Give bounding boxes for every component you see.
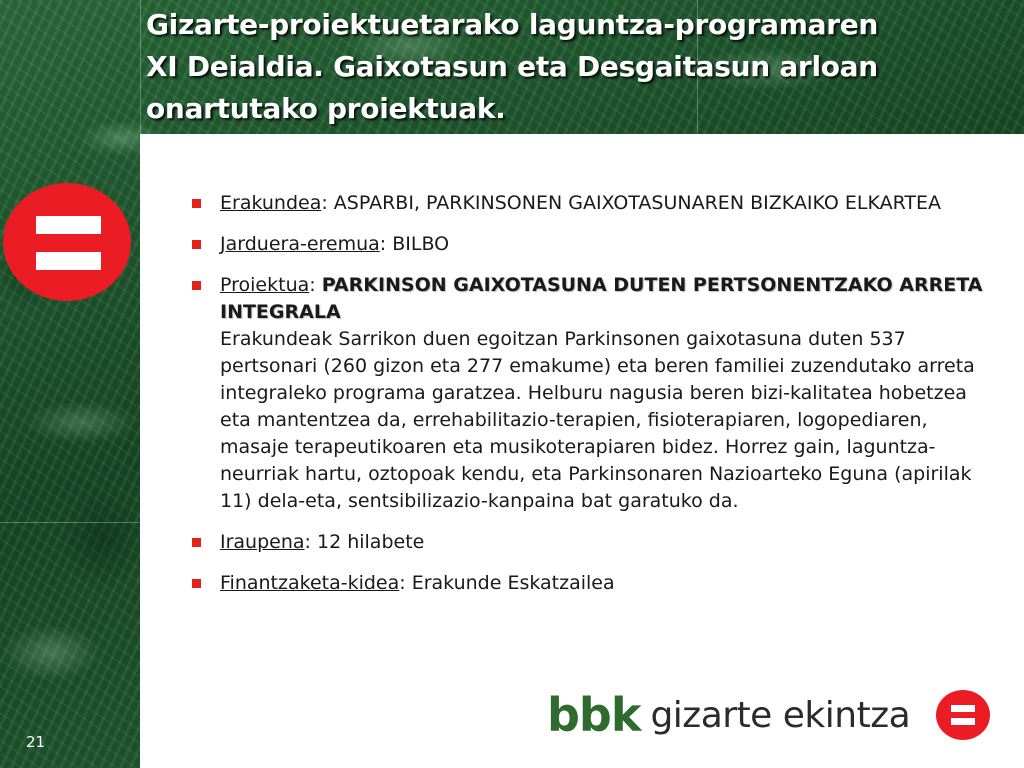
list-item-project	[192, 272, 992, 515]
project-name: PARKINSON GAIXOTASUNA DUTEN PERTSONENTZAKO ARRETA INTEGRALA	[220, 274, 983, 323]
red-square-bullet-icon	[192, 199, 201, 208]
equals-bar-bottom	[36, 252, 101, 270]
item-label: Jarduera-eremua	[220, 233, 380, 255]
list-item-duration	[192, 529, 992, 556]
page-number: 21	[26, 733, 46, 751]
project-details-list	[192, 190, 992, 611]
item-separator: :	[309, 274, 322, 296]
red-square-bullet-icon	[192, 240, 201, 249]
slide-title-line: Gizarte-proiektuetarako laguntza-programaren	[146, 8, 879, 41]
background-grid-line	[140, 0, 141, 134]
slide-title-line: XI Deialdia. Gaixotasun eta Desgaitasun arloan	[146, 50, 878, 83]
red-square-bullet-icon	[192, 579, 201, 588]
item-value: : ASPARBI, PARKINSONEN GAIXOTASUNAREN BIZKAIKO ELKARTEA	[321, 192, 942, 214]
footer-brand: bbk	[547, 688, 641, 742]
equals-bar-bottom	[951, 718, 975, 725]
red-circle-equals-icon	[3, 183, 131, 301]
item-value: : Erakunde Eskatzailea	[399, 572, 615, 594]
item-label: Finantzaketa-kidea	[220, 572, 400, 594]
footer-equals-icon	[936, 690, 990, 740]
project-description: Erakundeak Sarrikon duen egoitzan Parkinsonen gaixotasuna duten 537 pertsonari (260 gizon eta 277 emakume) eta beren familiei zuzendutako arreta integraleko programa garatzea. Helburu nagusia beren bizi-kalitatea hobetzea eta mantentzea da, errehabilitazio-terapien, fisioterapiaren, logopediaren, masaje terapeutikoaren eta musikoterapiaren bidez. Horrez gain, laguntza-neurriak hartu, oztopoak kendu, eta Parkinsonaren Nazioarteko Eguna (apirilak 11) dela-eta, sentsibilizazio-kanpaina bat garatuko da.	[220, 328, 975, 512]
equals-bar-top	[36, 216, 101, 234]
list-item-organization	[192, 190, 992, 217]
red-square-bullet-icon	[192, 281, 201, 290]
background-grid-line	[0, 522, 140, 523]
item-value: : 12 hilabete	[304, 531, 425, 553]
slide-title-line: onartutako proiektuak.	[146, 92, 506, 125]
equals-bar-top	[951, 705, 975, 712]
list-item-cofunding	[192, 570, 992, 597]
footer-name: gizarte ekintza	[650, 694, 911, 736]
slide-title	[146, 4, 1006, 130]
red-square-bullet-icon	[192, 538, 201, 547]
list-item-area	[192, 231, 992, 258]
item-label: Erakundea	[220, 192, 322, 214]
item-value: : BILBO	[379, 233, 450, 255]
footer-logo	[547, 688, 910, 742]
item-label: Iraupena	[220, 531, 305, 553]
item-label: Proiektua	[220, 274, 310, 296]
